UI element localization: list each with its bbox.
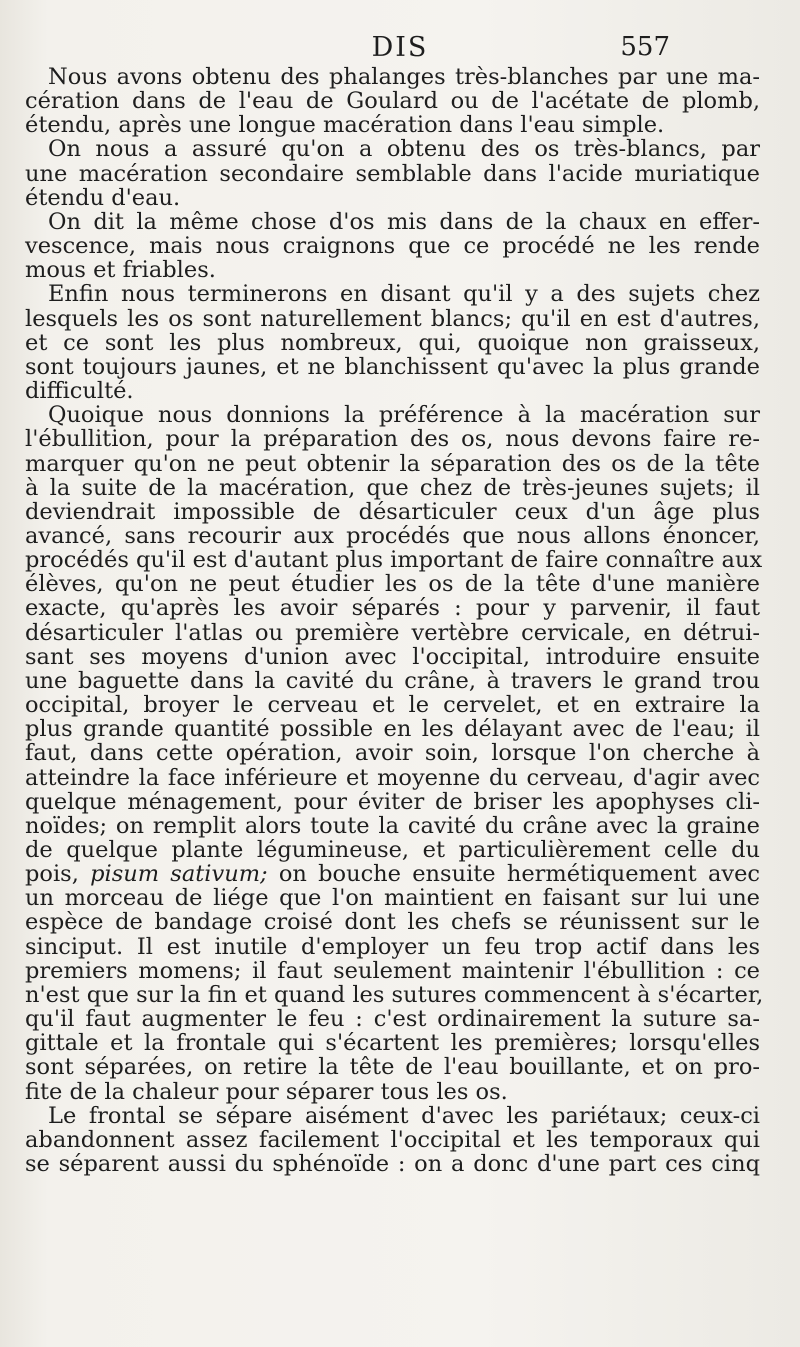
text-line: On dit la même chose d'os mis dans de la chaux en effer- <box>48 208 760 235</box>
text-line: marquer qu'on ne peut obtenir la séparation des os de la tête <box>25 450 760 477</box>
text-line: noïdes; on remplit alors toute la cavité du crâne avec la graine <box>25 812 760 839</box>
text-line: Enfin nous terminerons en disant qu'il y a des sujets chez <box>48 281 760 308</box>
paragraph <box>25 210 760 282</box>
text-line: n'est que sur la fin et quand les sutures commencent à s'écarter, <box>25 981 764 1008</box>
text-line: un morceau de liége que l'on maintient en faisant sur lui une <box>25 885 760 912</box>
text-line: exacte, qu'après les avoir séparés : pour y parvenir, il faut <box>25 595 760 622</box>
text-line: sinciput. Il est inutile d'employer un feu trop actif dans les <box>25 933 760 960</box>
text-line: plus grande quantité possible en les délayant avec de l'eau; il <box>25 716 760 743</box>
text-line: Quoique nous donnions la préférence à la macération sur <box>48 402 760 429</box>
text-line: qu'il faut augmenter le feu : c'est ordinairement la suture sa- <box>25 1006 760 1033</box>
text-line: difficulté. <box>25 378 134 405</box>
text-line: et ce sont les plus nombreux, qui, quoique non graisseux, <box>25 329 760 356</box>
text-line: procédés qu'il est d'autant plus important de faire connaître aux <box>25 547 763 574</box>
text-line: deviendrait impossible de désarticuler ceux d'un âge plus <box>25 498 760 525</box>
text-line: faut, dans cette opération, avoir soin, lorsque l'on cherche à <box>25 740 760 767</box>
text-line: premiers momens; il faut seulement maintenir l'ébullition : ce <box>25 957 760 984</box>
text-line: abandonnent assez facilement l'occipital et les temporaux qui <box>25 1126 760 1153</box>
text-line: désarticuler l'atlas ou première vertèbre cervicale, en détrui- <box>25 619 760 646</box>
paragraph <box>25 402 764 1105</box>
paragraph <box>25 1104 760 1176</box>
text-line: atteindre la face inférieure et moyenne du cerveau, d'agir avec <box>25 764 760 791</box>
text-line: mous et friables. <box>25 257 216 284</box>
text-line: élèves, qu'on ne peut étudier les os de la tête d'une manière <box>25 571 760 598</box>
text-line: sont toujours jaunes, et ne blanchissent qu'avec la plus grande <box>25 353 760 380</box>
text-line: avancé, sans recourir aux procédés que nous allons énoncer, <box>25 522 760 549</box>
paragraph <box>25 282 760 403</box>
text-line: pois, pisum sativum; on bouche ensuite hermétiquement avec <box>25 861 760 888</box>
page-number: 557 <box>620 32 670 62</box>
text-line: cération dans de l'eau de Goulard ou de l'acétate de plomb, <box>25 88 760 115</box>
text-line: occipital, broyer le cerveau et le cervelet, et en extraire la <box>25 692 760 719</box>
text-line: à la suite de la macération, que chez de très-jeunes sujets; il <box>25 474 760 501</box>
text-line: vescence, mais nous craignons que ce procédé ne les rende <box>25 233 760 260</box>
text-line: sont séparées, on retire la tête de l'eau bouillante, et on pro- <box>25 1054 760 1081</box>
text-line: quelque ménagement, pour éviter de briser les apophyses cli- <box>25 788 760 815</box>
body-text <box>25 64 764 1178</box>
text-line: une baguette dans la cavité du crâne, à travers le grand trou <box>25 667 760 694</box>
text-line: lesquels les os sont naturellement blancs; qu'il en est d'autres, <box>25 305 760 332</box>
text-line: une macération secondaire semblable dans l'acide muriatique <box>25 160 760 187</box>
paragraph <box>25 137 760 209</box>
text-line: l'ébullition, pour la préparation des os, nous devons faire re- <box>25 426 760 453</box>
paragraph <box>25 65 760 137</box>
page-header <box>0 32 800 68</box>
text-line: de quelque plante légumineuse, et particulièrement celle du <box>25 837 760 863</box>
text-line: espèce de bandage croisé dont les chefs se réunissent sur le <box>25 909 760 936</box>
text-line: fite de la chaleur pour séparer tous les os. <box>25 1078 508 1105</box>
text-line: On nous a assuré qu'on a obtenu des os très-blancs, par <box>48 136 760 163</box>
text-line: sant ses moyens d'union avec l'occipital, introduire ensuite <box>25 643 760 670</box>
text-line: étendu d'eau. <box>25 184 181 211</box>
text-line: gittale et la frontale qui s'écartent les premières; lorsqu'elles <box>25 1030 760 1057</box>
text-line: étendu, après une longue macération dans l'eau simple. <box>25 112 665 139</box>
text-line: Nous avons obtenu des phalanges très-blanches par une ma- <box>48 64 760 90</box>
text-line: Le frontal se sépare aisément d'avec les pariétaux; ceux-ci <box>48 1102 760 1129</box>
text-line: se séparent aussi du sphénoïde : on a donc d'une part ces cinq <box>25 1151 760 1178</box>
running-head: DIS <box>371 32 429 63</box>
